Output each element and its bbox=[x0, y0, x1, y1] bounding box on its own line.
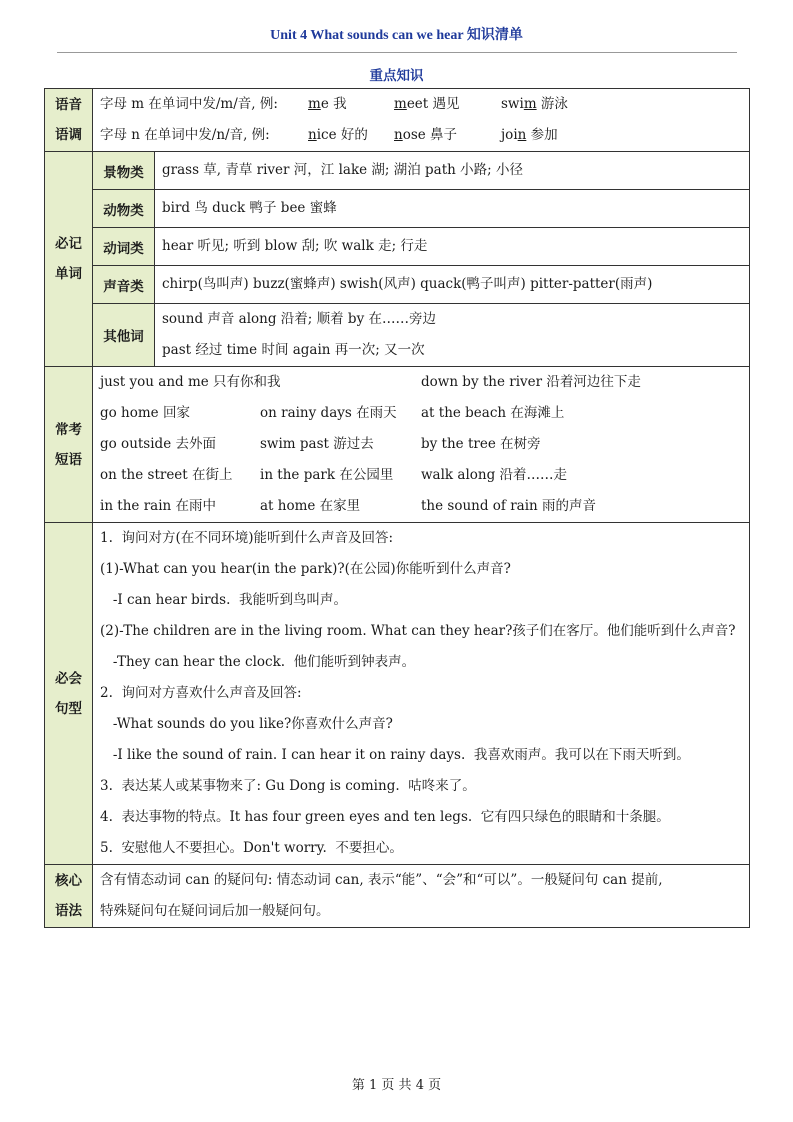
vocab-category: 声音类 bbox=[93, 266, 155, 304]
sentences-section bbox=[45, 523, 750, 865]
sentence-line: 1. 询问对方(在不同环境)能听到什么声音及回答: bbox=[100, 530, 394, 546]
phrase-row: go home 回家 on rainy days 在雨天 at the beach 在海滩上 bbox=[100, 405, 565, 421]
sentence-line: -I can hear birds. 我能听到鸟叫声。 bbox=[100, 592, 347, 608]
sentence-line: 4. 表达事物的特点。It has four green eyes and ten legs. 它有四只绿色的眼睛和十条腿。 bbox=[100, 809, 670, 825]
vocab-heading: 必记 单词 bbox=[45, 152, 93, 367]
page-footer: 第 1 页 共 4 页 bbox=[351, 1078, 442, 1093]
grammar-section bbox=[45, 865, 750, 928]
grammar-heading: 核心 语法 bbox=[45, 865, 93, 928]
vocab-line: chirp(鸟叫声) buzz(蜜蜂声) swish(风声) quack(鸭子叫声) pitter-patter(雨声) bbox=[162, 276, 653, 292]
grammar-line: 特殊疑问句在疑问词后加一般疑问句。 bbox=[100, 903, 330, 919]
phrases-section bbox=[45, 367, 750, 523]
vocab-line: past 经过 time 时间 again 再一次; 又一次 bbox=[162, 342, 425, 358]
sentence-line: 3. 表达某人或某事物来了: Gu Dong is coming. 咕咚来了。 bbox=[100, 778, 476, 794]
vocab-category: 其他词 bbox=[93, 304, 155, 367]
page-title: Unit 4 What sounds can we hear 知识清单 bbox=[270, 28, 523, 43]
sentence-line: 2. 询问对方喜欢什么声音及回答: bbox=[100, 685, 302, 701]
phrase-row: in the rain 在雨中 at home 在家里 the sound of rain 雨的声音 bbox=[100, 498, 596, 514]
phrases-heading: 常考 短语 bbox=[45, 367, 93, 523]
sentence-line: -What sounds do you like?你喜欢什么声音? bbox=[100, 716, 393, 732]
vocab-row bbox=[45, 190, 750, 228]
phrase-row: just you and me 只有你和我 down by the river 沿着河边往下走 bbox=[100, 374, 641, 390]
phonics-row: 字母 m 在单词中发/m/音, 例:me 我 meet 遇见 swim 游泳 bbox=[100, 96, 568, 112]
grammar-line: 含有情态动词 can 的疑问句: 情态动词 can, 表示“能”、“会”和“可以”。一般疑问句 can 提前, bbox=[100, 872, 663, 888]
phonics-heading: 语音 语调 bbox=[45, 89, 93, 152]
vocab-row bbox=[45, 304, 750, 367]
phonics-content bbox=[93, 89, 750, 152]
phonics-row: 字母 n 在单词中发/n/音, 例: nice 好的 nose 鼻子 join 参加 bbox=[100, 127, 558, 143]
phonics-section bbox=[45, 89, 750, 152]
vocab-category: 动词类 bbox=[93, 228, 155, 266]
sentences-content bbox=[93, 523, 750, 865]
sentence-line: (1)-What can you hear(in the park)?(在公园)你能听到什么声音? bbox=[100, 561, 511, 577]
vocab-line: bird 鸟 duck 鸭子 bee 蜜蜂 bbox=[162, 200, 337, 216]
vocab-category: 景物类 bbox=[93, 152, 155, 190]
grammar-content bbox=[93, 865, 750, 928]
sentence-line: -They can hear the clock. 他们能听到钟表声。 bbox=[100, 654, 416, 670]
vocab-line: sound 声音 along 沿着; 顺着 by 在……旁边 bbox=[162, 311, 436, 327]
phrase-row: on the street 在街上 in the park 在公园里 walk along 沿着……走 bbox=[100, 467, 568, 483]
section-title: 重点知识 bbox=[369, 68, 424, 84]
phrase-row: go outside 去外面 swim past 游过去 by the tree 在树旁 bbox=[100, 436, 541, 452]
sentence-line: (2)-The children are in the living room. What can they hear?孩子们在客厅。他们能听到什么声音? bbox=[100, 623, 736, 639]
sentence-line: 5. 安慰他人不要担心。Don't worry. 不要担心。 bbox=[100, 840, 403, 856]
sentences-heading: 必会 句型 bbox=[45, 523, 93, 865]
knowledge-table bbox=[44, 88, 750, 928]
sentence-line: -I like the sound of rain. I can hear it on rainy days. 我喜欢雨声。我可以在下雨天听到。 bbox=[100, 747, 690, 763]
title-divider bbox=[57, 52, 737, 53]
vocab-category: 动物类 bbox=[93, 190, 155, 228]
vocab-row bbox=[45, 152, 750, 190]
vocab-row bbox=[45, 228, 750, 266]
vocab-row bbox=[45, 266, 750, 304]
vocab-line: grass 草, 青草 river 河，江 lake 湖; 湖泊 path 小路; 小径 bbox=[162, 162, 523, 178]
phrases-content bbox=[93, 367, 750, 523]
vocab-line: hear 听见; 听到 blow 刮; 吹 walk 走; 行走 bbox=[162, 238, 428, 254]
